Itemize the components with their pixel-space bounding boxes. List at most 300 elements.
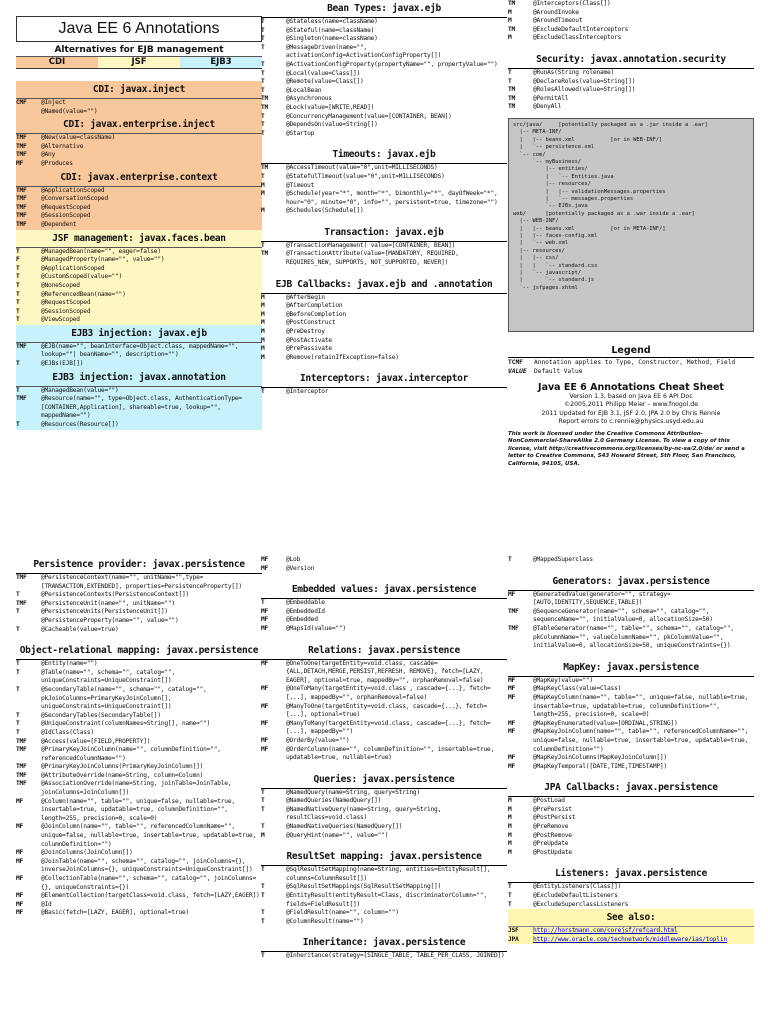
section bbox=[16, 642, 262, 918]
annotation-signature: @BeforeCompletion bbox=[286, 310, 346, 318]
annotation-row bbox=[261, 388, 507, 397]
annotation-signature: @MapKeyTemporal([DATE,TIME,TIMESTAMP]) bbox=[533, 762, 667, 770]
annotation-row bbox=[16, 823, 262, 849]
annotation-signature: @RolesAllowed(value=String[]) bbox=[533, 86, 636, 94]
annotation-target: T bbox=[508, 77, 512, 85]
annotation-target: T bbox=[261, 112, 265, 120]
annotation-signature: @ConcurrencyManagement(value=[CONTAINER, BEAN]) bbox=[286, 112, 452, 120]
annotation-signature: @GeneratedValue(generator="", strategy=[AUTO,IDENTITY,SEQUENCE,TABLE]) bbox=[533, 590, 671, 607]
annotation-row bbox=[16, 143, 262, 152]
annotation-signature: @JoinColumns(JoinColumn[]) bbox=[41, 849, 133, 857]
annotation-target: M bbox=[508, 840, 512, 848]
annotation-target: TMF bbox=[16, 186, 27, 194]
annotation-list bbox=[261, 599, 507, 633]
p2-column-2 bbox=[261, 556, 507, 961]
annotation-target: MF bbox=[261, 719, 269, 727]
annotation-row bbox=[261, 703, 507, 720]
annotation-signature: @PrimaryKeyJoinColumns(PrimaryKeyJoinColumn[]) bbox=[41, 763, 204, 771]
annotation-row bbox=[16, 221, 262, 230]
annotation-signature: @DenyAll bbox=[533, 103, 562, 111]
annotation-target: T bbox=[261, 172, 265, 180]
annotation-signature: @SessionScoped bbox=[41, 212, 91, 220]
annotation-row bbox=[261, 823, 507, 832]
annotation-list bbox=[261, 660, 507, 763]
cheatsheet-update: 2011 Updated for EJB 3.1, JSF 2.0, JPA 2.0 by Chris Rennie bbox=[541, 409, 721, 417]
annotation-signature: @QueryHint(name="", value="") bbox=[286, 831, 389, 839]
annotation-row bbox=[261, 345, 507, 354]
annotation-target bbox=[16, 108, 41, 117]
annotation-signature: @EntityListeners(Class[]) bbox=[533, 883, 622, 891]
annotation-target: T bbox=[261, 129, 265, 137]
annotation-row bbox=[261, 685, 507, 702]
annotation-target: M bbox=[261, 336, 265, 344]
annotation-target: T bbox=[261, 86, 265, 94]
p2-column-3 bbox=[508, 556, 754, 944]
annotation-row bbox=[261, 173, 507, 182]
annotation-signature: @ManagedBean(value="") bbox=[41, 386, 119, 394]
annotation-target: TMF bbox=[16, 203, 27, 211]
annotation-target: MF bbox=[16, 909, 24, 917]
annotation-target: TMF bbox=[16, 746, 27, 754]
annotation-signature: @Table(name="", schema="", catalog="", uniqueConstraints=UniqueConstraint[]) bbox=[41, 668, 175, 685]
section-heading: Timeouts: javax.ejb bbox=[261, 146, 507, 164]
annotation-signature: @Embeddable bbox=[286, 599, 325, 607]
annotation-row bbox=[16, 99, 262, 108]
annotation-row bbox=[16, 204, 262, 213]
annotation-row bbox=[261, 27, 507, 36]
see-also-list bbox=[508, 927, 754, 944]
annotation-list bbox=[261, 242, 507, 268]
annotation-row bbox=[16, 669, 262, 686]
section bbox=[16, 230, 262, 325]
annotation-target: T bbox=[16, 273, 20, 281]
section bbox=[16, 116, 262, 168]
annotation-target: MF bbox=[261, 607, 269, 615]
annotation-row bbox=[16, 291, 262, 300]
legend-row bbox=[508, 358, 754, 367]
annotation-target: T bbox=[16, 290, 20, 298]
annotation-signature: @SequenceGenerator(name="", schema="", catalog="", sequenceName="", initialValue=0, allocationSize=50) bbox=[533, 607, 713, 624]
section bbox=[16, 369, 262, 430]
annotation-signature: @MapsId(value="") bbox=[286, 624, 346, 632]
annotation-target: T bbox=[16, 421, 20, 429]
section bbox=[508, 659, 754, 772]
annotation-row bbox=[261, 565, 507, 574]
section-heading: Object-relational mapping: javax.persistence bbox=[16, 642, 262, 660]
annotation-row bbox=[16, 849, 262, 858]
annotation-list bbox=[261, 952, 507, 961]
alt-tab-jsf: JSF bbox=[98, 57, 180, 68]
directory-tree: src/java/ [potentially packaged as a .jar inside a .ear] |-- META-INF/ | |-- beans.xml [or in WEB-INF/] | `-- persistence.xml `-- com/ `-- myBusiness/ |-- entities/ | `-- Entities.java |-- resources/ | |-- validationMessages.properties | `-- messages.properties `-- EJBs.java web/ [potentially packaged as a .war inside a .ear] |-- WEB-INF/ | |-- beans.xml [or in META-INF/] | |-- faces-config.xml | `-- web.xml |-- resources/ | |-- css/ | | `-- standard.css | `-- javascript/ | `-- standard.js `-- jsfpages.xhtml bbox=[508, 118, 754, 332]
annotation-signature: @SecondaryTables(SecondaryTable[]) bbox=[41, 711, 161, 719]
alternatives-heading: Alternatives for EJB management bbox=[16, 44, 262, 57]
annotation-target: T bbox=[508, 900, 512, 908]
cheatsheet-title: Java EE 6 Annotations Cheat Sheet bbox=[538, 381, 724, 393]
annotation-row bbox=[261, 70, 507, 79]
annotation-signature: @Asynchronous bbox=[286, 95, 332, 103]
annotation-target: MF bbox=[508, 685, 516, 693]
annotation-list bbox=[16, 343, 262, 369]
annotation-row bbox=[261, 797, 507, 806]
annotation-target: T bbox=[261, 866, 265, 874]
see-also-key: JPA bbox=[508, 935, 519, 943]
annotation-target: MF bbox=[508, 693, 516, 701]
annotation-target: TMF bbox=[16, 195, 27, 203]
section-heading: Interceptors: javax.interceptor bbox=[261, 370, 507, 388]
annotation-target: M bbox=[508, 831, 512, 839]
annotation-target: TMF bbox=[16, 737, 27, 745]
legend-desc: Annotation applies to Type, Constructor, Method, Field bbox=[534, 358, 736, 366]
annotation-signature: @ManyToMany(targetEntity=void.class, cascade={...}, fetch=[...], mappedBy="") bbox=[286, 719, 491, 736]
annotation-row bbox=[16, 901, 262, 910]
annotation-signature: @RequestScoped bbox=[41, 203, 91, 211]
annotation-signature: @PreUpdate bbox=[533, 840, 569, 848]
annotation-signature: @Remote(value=Class[]) bbox=[286, 78, 364, 86]
annotation-signature: @ExcludeSuperclassListeners bbox=[533, 900, 629, 908]
annotation-target: T bbox=[261, 599, 265, 607]
annotation-row bbox=[16, 591, 262, 600]
section-heading: Inheritance: javax.persistence bbox=[261, 934, 507, 952]
annotation-row bbox=[261, 164, 507, 173]
annotation-target: MF bbox=[261, 659, 269, 667]
annotation-row bbox=[261, 250, 507, 267]
annotation-signature: @ApplicationScoped bbox=[41, 264, 105, 272]
annotation-list bbox=[261, 388, 507, 397]
page-title: Java EE 6 Annotations bbox=[16, 16, 262, 42]
annotation-target: M bbox=[261, 831, 265, 839]
annotation-row bbox=[508, 832, 754, 841]
annotation-signature: @ManagedProperty(name="", value="") bbox=[41, 256, 165, 264]
annotation-target: TM bbox=[508, 86, 516, 94]
annotation-row bbox=[16, 273, 262, 282]
annotation-row bbox=[16, 746, 262, 763]
annotation-target: TM bbox=[508, 103, 516, 111]
annotation-row bbox=[261, 130, 507, 139]
section bbox=[261, 276, 507, 363]
annotation-signature: @AssociationOverride(name=String, joinTable=JoinTable, joinColumns=JoinColumn[]) bbox=[41, 780, 232, 797]
annotation-row bbox=[16, 387, 262, 396]
annotation-row bbox=[508, 103, 754, 112]
column-2 bbox=[261, 0, 507, 397]
annotation-row bbox=[261, 18, 507, 27]
annotation-row bbox=[508, 69, 754, 78]
annotation-target: TMF bbox=[16, 212, 27, 220]
annotation-signature: @PermitAll bbox=[533, 94, 569, 102]
annotation-list bbox=[261, 789, 507, 841]
annotation-target: T bbox=[16, 247, 20, 255]
annotation-signature: @Lob bbox=[286, 556, 301, 563]
annotation-signature: @Version bbox=[286, 564, 315, 572]
annotation-row bbox=[16, 600, 262, 609]
annotation-list bbox=[16, 660, 262, 918]
annotation-row bbox=[261, 720, 507, 737]
annotation-row bbox=[261, 806, 507, 823]
annotation-row bbox=[508, 849, 754, 858]
annotation-signature: @CollectionTable(name="", schema="", catalog="", joinColumns={}, uniqueConstraints={}) bbox=[41, 875, 257, 891]
annotation-row bbox=[16, 265, 262, 274]
annotation-list bbox=[508, 0, 754, 43]
annotation-row bbox=[261, 789, 507, 798]
section-heading: ResultSet mapping: javax.persistence bbox=[261, 848, 507, 866]
alt-tab-cdi: CDI bbox=[16, 57, 98, 68]
annotation-target: T bbox=[261, 78, 265, 86]
annotation-signature: @MapKey(value="") bbox=[533, 676, 593, 684]
annotation-row bbox=[16, 720, 262, 729]
section bbox=[261, 0, 507, 138]
annotation-row bbox=[261, 608, 507, 617]
annotation-target: T bbox=[508, 68, 512, 76]
col3-sections bbox=[508, 0, 754, 112]
annotation-list bbox=[16, 99, 262, 116]
annotation-row bbox=[508, 26, 754, 35]
annotation-signature: @Timeout bbox=[286, 181, 315, 189]
annotation-signature: @AfterBegin bbox=[286, 293, 325, 301]
annotation-row bbox=[261, 354, 507, 363]
annotation-row bbox=[16, 858, 262, 875]
annotation-row bbox=[261, 892, 507, 909]
annotation-target: T bbox=[508, 883, 512, 891]
section-heading: Generators: javax.persistence bbox=[508, 573, 754, 591]
annotation-target: T bbox=[261, 43, 265, 51]
cheatsheet-copyright: ©2005,2011 Philipp Meier – www.fnogol.de bbox=[563, 401, 699, 409]
annotation-signature: @PersistenceContext(name="", unitName="",type=[TRANSACTION,EXTENDED], properties=PersistenceProperty[]) bbox=[41, 574, 242, 590]
annotation-row bbox=[16, 151, 262, 160]
annotation-target: T bbox=[16, 668, 20, 676]
annotation-signature: @PostConstruct bbox=[286, 319, 336, 327]
section-heading: EJB Callbacks: javax.ejb and .annotation bbox=[261, 276, 507, 294]
annotation-signature: @AroundTimeout bbox=[533, 17, 583, 25]
annotation-target: M bbox=[261, 319, 265, 327]
annotation-row bbox=[261, 866, 507, 883]
annotation-target: MF bbox=[16, 857, 24, 865]
column-3 bbox=[508, 0, 754, 468]
see-also-key: JSF bbox=[508, 927, 519, 935]
annotation-signature: @AfterCompletion bbox=[286, 302, 343, 310]
annotation-target: MF bbox=[16, 797, 24, 805]
section-heading: MapKey: javax.persistence bbox=[508, 659, 754, 677]
annotation-signature: @PrePersist bbox=[533, 805, 572, 813]
annotation-row bbox=[16, 395, 262, 421]
section bbox=[261, 642, 507, 763]
annotation-signature: @EmbeddedId bbox=[286, 607, 325, 615]
see-also-row bbox=[508, 927, 754, 936]
p2col3-sections bbox=[508, 556, 754, 909]
annotation-row bbox=[16, 875, 262, 892]
annotation-target: T bbox=[16, 316, 20, 324]
annotation-signature: @PersistenceProperty(name="", value="") bbox=[41, 616, 179, 624]
annotation-signature: @Inject bbox=[41, 99, 66, 106]
annotation-target: TM bbox=[508, 25, 516, 33]
annotation-signature: @Column(name="", table="", unique=false, nullable=true, insertable=true, updatable=true, columnDefinition="", length=255, precision=0, scale=0) bbox=[41, 797, 235, 822]
annotation-target: TMF bbox=[16, 763, 27, 771]
annotation-list bbox=[16, 574, 262, 634]
section bbox=[508, 779, 754, 857]
annotation-signature: @ViewScoped bbox=[41, 316, 80, 324]
annotation-list bbox=[508, 556, 754, 565]
annotation-list bbox=[508, 591, 754, 651]
section-heading: Transaction: javax.ejb bbox=[261, 224, 507, 242]
annotation-target: TMF bbox=[16, 342, 27, 350]
legend-key: VALUE bbox=[508, 367, 527, 375]
annotation-target: MF bbox=[508, 728, 516, 736]
annotation-signature: @PersistenceUnit(name="", unitName="") bbox=[41, 599, 175, 607]
annotation-row bbox=[16, 282, 262, 291]
annotation-signature: @SessionScoped bbox=[41, 307, 91, 315]
annotation-target: T bbox=[261, 60, 265, 68]
annotation-row bbox=[261, 242, 507, 251]
see-also-link[interactable]: http://horstmann.com/corejsf/refcard.html bbox=[533, 927, 678, 935]
annotation-signature: @RunAs(String rolename) bbox=[533, 68, 615, 76]
annotation-target: M bbox=[261, 190, 265, 198]
cheatsheet-version: Version 1.3, based on Java EE 6 API Doc bbox=[569, 392, 693, 400]
annotation-signature: @Cacheable(value=true) bbox=[41, 625, 119, 633]
annotation-signature: @ReferencedBean(name="") bbox=[41, 290, 126, 298]
annotation-signature: @ExcludeClassInterceptors bbox=[533, 34, 622, 42]
annotation-list bbox=[508, 69, 754, 112]
p2-column-1 bbox=[16, 556, 262, 918]
annotation-row bbox=[16, 909, 262, 918]
annotation-row bbox=[508, 840, 754, 849]
annotation-target: TMF bbox=[16, 395, 27, 403]
annotation-row bbox=[261, 104, 507, 113]
annotation-target: MF bbox=[508, 762, 516, 770]
annotation-signature: @Resource(name="", type=Object.class, AuthenticationType=[CONTAINER,Application], shareable=true, lookup="", mappedName="") bbox=[41, 395, 242, 420]
annotation-row bbox=[16, 738, 262, 747]
annotation-row bbox=[261, 78, 507, 87]
annotation-signature: @OneToMany(targetEntity=void.class , cascade={...}, fetch=[...], mappedBy="", orphanRemoval=false) bbox=[286, 685, 491, 701]
annotation-target: T bbox=[261, 805, 265, 813]
annotation-row bbox=[16, 248, 262, 257]
annotation-row bbox=[261, 113, 507, 122]
annotation-row bbox=[508, 86, 754, 95]
annotation-row bbox=[508, 591, 754, 608]
annotation-target: T bbox=[261, 952, 265, 960]
section-heading: JSF management: javax.faces.bean bbox=[16, 230, 262, 248]
annotation-signature: @MapKeyEnumerated(value=[ORDINAL,STRING]) bbox=[533, 719, 678, 727]
annotation-target: TMF bbox=[16, 599, 27, 607]
annotation-row bbox=[16, 212, 262, 221]
annotation-signature: @Embedded bbox=[286, 616, 318, 624]
legend-desc: Default Value bbox=[534, 367, 583, 375]
section-heading: Bean Types: javax.ejb bbox=[261, 0, 507, 18]
col2-sections bbox=[261, 0, 507, 397]
section bbox=[261, 848, 507, 926]
annotation-target: TMF bbox=[16, 134, 27, 142]
annotation-target: T bbox=[16, 591, 20, 599]
annotation-target: T bbox=[16, 685, 20, 693]
annotation-list bbox=[261, 18, 507, 138]
section-heading: CDI: javax.enterprise.context bbox=[16, 169, 262, 187]
see-also-link[interactable]: http://www.oracle.com/technetwork/middleware/ias/toplin bbox=[533, 935, 727, 943]
annotation-signature: @ManyToOne(targetEntity=void.class, cascade={...}, fetch=[...], optional=true) bbox=[286, 702, 487, 719]
annotation-signature: @Any bbox=[41, 151, 56, 159]
annotation-row bbox=[16, 780, 262, 797]
annotation-signature: @SqlResultSetMappings(SqlResultSetMapping[]) bbox=[286, 883, 442, 891]
annotation-signature: @Access(value=[FIELD,PROPERTY]) bbox=[41, 737, 151, 745]
annotation-row bbox=[16, 195, 262, 204]
annotation-signature: @UniqueConstraint(columnNames=String[], name="") bbox=[41, 720, 211, 728]
annotation-target: M bbox=[261, 293, 265, 301]
see-also-heading: See also: bbox=[508, 909, 754, 927]
annotation-row bbox=[16, 617, 262, 626]
annotation-list bbox=[261, 556, 507, 573]
annotation-row bbox=[261, 319, 507, 328]
annotation-target: T bbox=[16, 660, 20, 668]
annotation-target: M bbox=[261, 181, 265, 189]
annotation-target: T bbox=[16, 386, 20, 394]
annotation-signature: @OrderBy(value="") bbox=[286, 736, 350, 744]
annotation-row bbox=[508, 78, 754, 87]
annotation-row bbox=[16, 256, 262, 265]
annotation-target: T bbox=[16, 299, 20, 307]
annotation-row bbox=[508, 677, 754, 686]
section bbox=[508, 865, 754, 909]
section-heading: Queries: javax.persistence bbox=[261, 771, 507, 789]
annotation-target: TM bbox=[261, 250, 269, 258]
annotation-signature: @JoinTable(name="", schema="", catalog="", joinColumns={}, inverseJoinColumns={}, uniqueConstraints=UniqueConstraint[]) bbox=[41, 857, 253, 874]
annotation-signature: @Interceptors(Class[]) bbox=[533, 0, 611, 7]
annotation-target: M bbox=[261, 302, 265, 310]
annotation-row bbox=[261, 952, 507, 961]
alt-tab-ejb3: EJB3 bbox=[180, 57, 262, 68]
annotation-signature: @ConversationScoped bbox=[41, 195, 108, 203]
annotation-signature: @EntityResult(entityResult=Class, discriminatorColumn="", fields=FieldResult[]) bbox=[286, 892, 487, 908]
annotation-target: MF bbox=[16, 849, 24, 857]
annotation-signature: @RequestScoped bbox=[41, 299, 91, 307]
section bbox=[261, 556, 507, 573]
annotation-list bbox=[261, 866, 507, 926]
annotation-signature: @CustomScoped(value="") bbox=[41, 273, 123, 281]
annotation-row bbox=[16, 187, 262, 196]
annotation-row bbox=[16, 608, 262, 617]
annotation-signature: @Lock(value=[WRITE,READ]) bbox=[286, 103, 375, 111]
section-heading: Embedded values: javax.persistence bbox=[261, 581, 507, 599]
annotation-row bbox=[508, 95, 754, 104]
annotation-row bbox=[261, 737, 507, 746]
section bbox=[508, 51, 754, 112]
annotation-target: T bbox=[261, 909, 265, 917]
annotation-list bbox=[16, 248, 262, 325]
legend-heading: Legend bbox=[508, 344, 754, 358]
annotation-signature: @ColumnResult(name="") bbox=[286, 917, 364, 925]
annotation-signature: @Inheritance(strategy=[SINGLE_TABLE, TABLE_PER_CLASS, JOINED]) bbox=[286, 952, 505, 960]
annotation-row bbox=[508, 17, 754, 26]
annotation-row bbox=[16, 626, 262, 635]
annotation-signature: @EJBs(EJB[]) bbox=[41, 360, 84, 368]
annotation-signature: @Local(value=Class[]) bbox=[286, 69, 361, 77]
annotation-signature: @MapKeyJoinColumns(MapKeyJoinColumn[]) bbox=[533, 754, 667, 762]
annotation-row bbox=[508, 720, 754, 729]
annotation-target: MF bbox=[261, 616, 269, 624]
annotation-signature: @NamedQueries(NamedQuery[]) bbox=[286, 797, 382, 805]
annotation-row bbox=[16, 343, 262, 360]
annotation-row bbox=[508, 883, 754, 892]
annotation-target: MF bbox=[16, 823, 24, 831]
section-heading: Listeners: javax.persistence bbox=[508, 865, 754, 883]
annotation-signature: @Basic(fetch=[LAZY, EAGER], optional=true) bbox=[41, 909, 190, 917]
annotation-signature: @PreRemove bbox=[533, 823, 569, 831]
annotation-target: T bbox=[16, 307, 20, 315]
annotation-target: M bbox=[508, 34, 512, 42]
annotation-target: T bbox=[261, 892, 265, 900]
annotation-list bbox=[16, 387, 262, 430]
annotation-signature: @Produces bbox=[41, 159, 73, 167]
annotation-target: T bbox=[16, 264, 20, 272]
annotation-target: M bbox=[508, 823, 512, 831]
annotation-target: M bbox=[508, 848, 512, 856]
annotation-target: M bbox=[261, 328, 265, 336]
annotation-row bbox=[261, 294, 507, 303]
